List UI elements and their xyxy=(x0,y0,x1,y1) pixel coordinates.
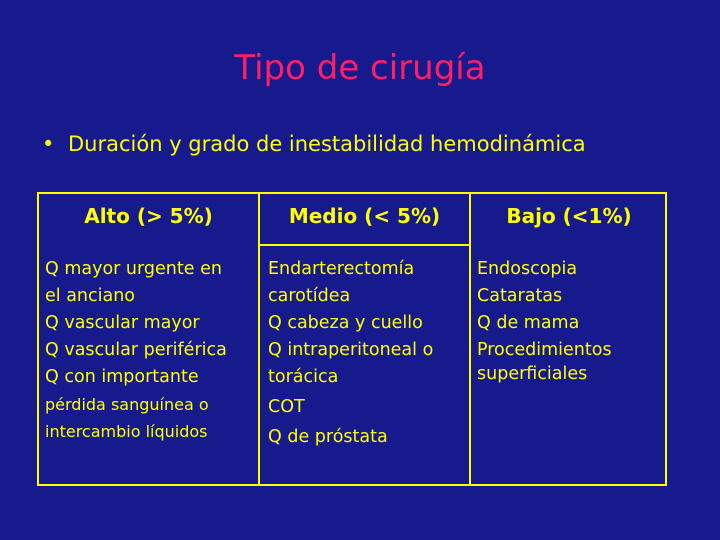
alto-word: importante xyxy=(101,367,199,387)
bajo-line: Q de mama xyxy=(477,313,580,333)
medio-cell xyxy=(268,256,433,451)
surgery-risk-table xyxy=(37,192,667,486)
bullet-text: Duración y grado de inestabilidad hemodinámica xyxy=(68,132,586,156)
alto-line: intercambio líquidos xyxy=(45,422,208,441)
alto-word: con xyxy=(64,367,96,387)
column-divider xyxy=(258,194,260,484)
header-alto: Alto (> 5%) xyxy=(84,204,213,228)
alto-line xyxy=(45,364,246,391)
alto-line: el anciano xyxy=(45,286,136,306)
bajo-line: Cataratas xyxy=(477,286,563,306)
medio-line: torácica xyxy=(268,367,339,387)
column-divider xyxy=(469,194,471,484)
bajo-cell xyxy=(477,256,612,388)
medio-line: Q de próstata xyxy=(268,427,388,447)
alto-line: Q mayor urgente en xyxy=(45,259,222,279)
bullet-icon: • xyxy=(42,132,55,156)
medio-line: Q cabeza y cuello xyxy=(268,313,423,333)
bajo-line: superficiales xyxy=(477,364,588,384)
medio-line: COT xyxy=(268,397,305,417)
alto-line: Q vascular mayor xyxy=(45,313,200,333)
header-underline xyxy=(258,244,471,246)
alto-line: Q vascular periférica xyxy=(45,340,227,360)
alto-line: pérdida sanguínea o xyxy=(45,395,209,414)
header-bajo: Bajo (<1%) xyxy=(506,204,632,228)
header-medio: Medio (< 5%) xyxy=(288,204,441,228)
medio-line: Q intraperitoneal o xyxy=(268,340,434,360)
bajo-line: Procedimientos xyxy=(477,340,612,360)
medio-line: Endarterectomía xyxy=(268,259,415,279)
alto-cell xyxy=(45,256,246,445)
bullet-point xyxy=(42,132,586,156)
medio-line: carotídea xyxy=(268,286,351,306)
alto-word: Q xyxy=(45,367,59,387)
slide-title: Tipo de cirugía xyxy=(234,48,486,88)
bajo-line: Endoscopia xyxy=(477,259,578,279)
